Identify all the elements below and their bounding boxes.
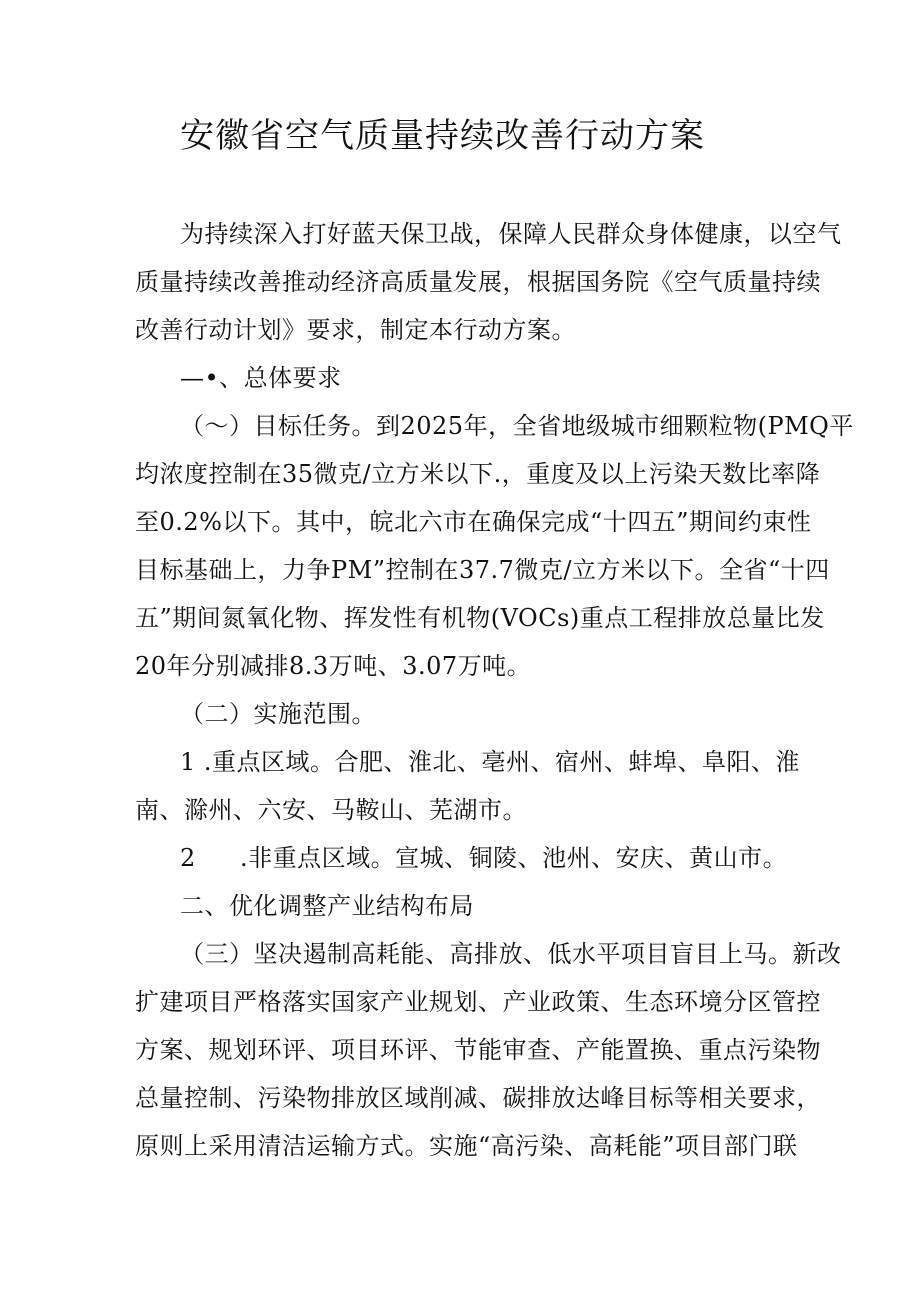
section2-heading: 二、优化调整产业结构布局	[180, 892, 474, 920]
intro-line-1: 为持续深入打好蓝天保卫战，保障人民群众身体健康，以空气	[180, 220, 842, 248]
non-key-area-number: 2	[180, 844, 196, 872]
item3-line-5: 原则上采用清洁运输方式。实施“高污染、高耗能”项目部门联	[135, 1132, 798, 1160]
non-key-area-line	[180, 842, 787, 874]
target-line-2: 均浓度控制在35微克/立方米以下.，重度及以上污染天数比率降	[135, 460, 821, 488]
section1-heading: —•、总体要求	[180, 364, 342, 392]
item3-line-2: 扩建项目严格落实国家产业规划、产业政策、生态环境分区管控	[135, 988, 821, 1016]
intro-line-3: 改善行动计划》要求，制定本行动方案。	[135, 316, 576, 344]
target-line-1: （〜）目标任务。到2025年，全省地级城市细颗粒物(PMQ平	[180, 412, 854, 440]
target-line-5: 五”期间氮氧化物、挥发性有机物(VOCs)重点工程排放总量比发	[135, 604, 825, 632]
non-key-area-text: .非重点区域。宣城、铜陵、池州、安庆、黄山市。	[240, 844, 788, 872]
target-line-6: 20年分别减排8.3万吨、3.07万吨。	[135, 652, 532, 680]
document-title: 安徽省空气质量持续改善行动方案	[180, 116, 705, 156]
target-line-4: 目标基础上，力争PM”控制在37.7微克/立方米以下。全省“十四	[135, 556, 830, 584]
target-line-3: 至0.2%以下。其中，皖北六市在确保完成“十四五”期间约束性	[135, 508, 812, 536]
item3-line-1: （三）坚决遏制高耗能、高排放、低水平项目盲目上马。新改	[180, 940, 842, 968]
scope-heading: （二）实施范围。	[180, 700, 376, 728]
intro-line-2: 质量持续改善推动经济高质量发展，根据国务院《空气质量持续	[135, 268, 821, 296]
item3-line-4: 总量控制、污染物排放区域削减、碳排放达峰目标等相关要求，	[135, 1084, 821, 1112]
item3-line-3: 方案、规划环评、项目环评、节能审查、产能置换、重点污染物	[135, 1036, 821, 1064]
key-area-line-1: 1 .重点区域。合肥、淮北、亳州、宿州、蚌埠、阜阳、淮	[180, 748, 801, 776]
key-area-line-2: 南、滁州、六安、马鞍山、芜湖市。	[135, 796, 527, 824]
